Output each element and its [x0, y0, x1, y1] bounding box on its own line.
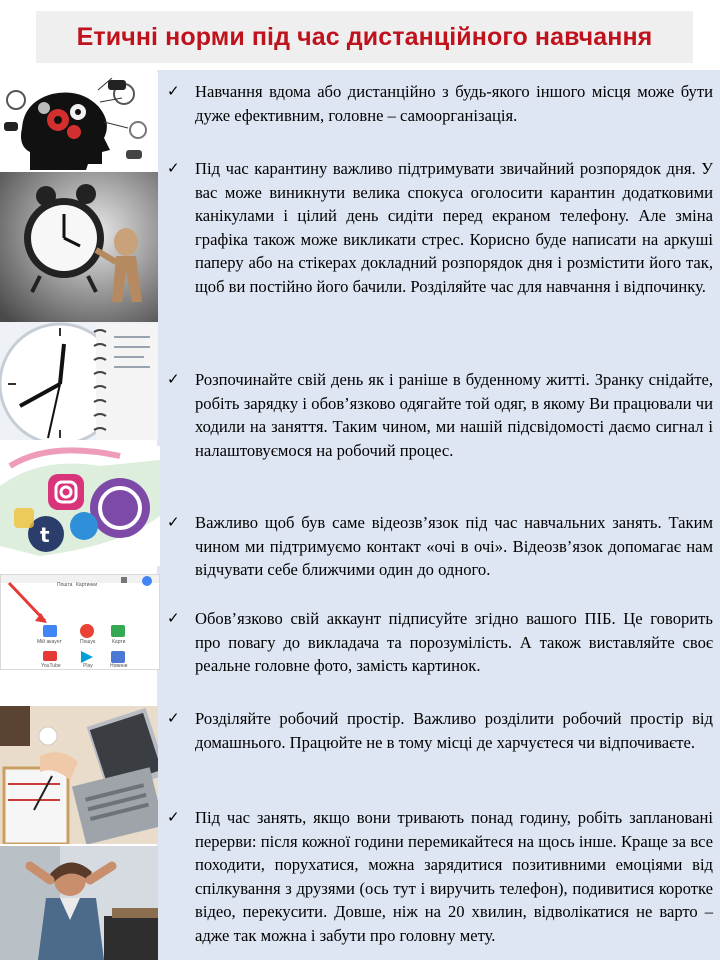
list-item — [167, 806, 713, 947]
wall-clock-icon — [0, 322, 158, 440]
check-icon: ✓ — [167, 808, 180, 826]
screenshot-label-youtube: YouTube — [41, 663, 61, 669]
tired-person-icon — [0, 846, 158, 960]
google-apps-screenshot — [0, 574, 160, 670]
page-title: Етичні норми під час дистанційного навчання — [76, 22, 653, 51]
check-icon: ✓ — [167, 513, 180, 531]
apps-grid-icon — [1, 575, 160, 670]
item-text: Розпочинайте свій день як і раніше в буденному житті. Зранку снідайте, робіть зарядку і обов’язково одягайте той одяг, в якому Ви працювали чи ходили на заняття. Таким чином, ми нашій підсвідомості даємо сигнал і налаштовуємося на робочий процес. — [195, 370, 713, 460]
screenshot-label-search: Пошук — [80, 639, 96, 645]
gears-head-picture — [0, 72, 158, 172]
item-text: Під час карантину важливо підтримувати звичайний розпорядок дня. У вас може виникнути велика спокуса оголосити карантин додатковими канікулами і цілий день сидіти перед екраном телефону. Але зміна графіка також може викликати стрес. Корисно буде написати на аркуші паперу або на стікерах докладний розпорядок дня і розмістити його так, щоб ви постійно його бачили. Розділяйте час для навчання і відпочинку. — [195, 159, 713, 296]
check-icon: ✓ — [167, 370, 180, 388]
item-text: Під час занять, якщо вони тривають понад годину, робіть заплановані перерви: після кожної години перемикайтеся на щось інше. Краще за все походити, порухатися, можна зарядитися позитивними емоціями від спілкування з друзями (ось тут і виручить телефон), подивитися коротке відео, перекусити. Довше, ніж на 20 хвилин, відволікатися не варто – адже так можна і забути про головну мету. — [195, 808, 713, 945]
item-text: Важливо щоб був саме відеозв’язок під час навчальних занять. Таким чином ми підтримуємо контакт «очі в очі». Відеозв’язок допомагає нам відчувати себе ближчими один до одного. — [195, 513, 713, 579]
alarm-clock-icon — [0, 172, 158, 322]
alarm-clock-picture — [0, 172, 158, 322]
list-item — [167, 368, 713, 462]
check-icon: ✓ — [167, 609, 180, 627]
list-item — [167, 157, 713, 298]
social-apps-picture — [0, 446, 160, 566]
title-banner — [36, 11, 693, 63]
screenshot-label-play: Play — [83, 663, 93, 669]
list-item — [167, 707, 713, 754]
screenshot-label-images: Картинки — [76, 582, 98, 588]
check-icon: ✓ — [167, 709, 180, 727]
item-text: Навчання вдома або дистанційно з будь-якого іншого місця може бути дуже ефективним, головне – самоорганізація. — [195, 82, 713, 125]
screenshot-label-mail: Пошта — [57, 582, 73, 588]
list-item — [167, 607, 713, 678]
desk-workspace-icon — [0, 706, 158, 844]
svg-text:t: t — [40, 523, 50, 547]
screenshot-label-news: Новини — [110, 663, 128, 669]
item-text: Обов’язково свій аккаунт підписуйте згідно вашого ПІБ. Це говорить про повагу до викладача та порозуміліcть. А також виставляйте своє реальне головне фото, замість картинок. — [195, 609, 713, 675]
gears-head-icon — [0, 72, 158, 172]
check-icon: ✓ — [167, 82, 180, 100]
clock-notebook-picture — [0, 322, 158, 440]
tired-person-picture — [0, 846, 158, 960]
check-icon: ✓ — [167, 159, 180, 177]
list-item — [167, 80, 713, 127]
item-text: Розділяйте робочий простір. Важливо розділити робочий простір від домашнього. Працюйте не в тому місці де харчуєтеся чи відпочиваєте. — [195, 709, 713, 752]
screenshot-label-maps: Карти — [112, 639, 126, 645]
workspace-desk-picture — [0, 706, 158, 844]
list-item — [167, 511, 713, 582]
social-apps-icon — [0, 446, 160, 566]
screenshot-label-account: Мій акаунт — [37, 639, 62, 645]
